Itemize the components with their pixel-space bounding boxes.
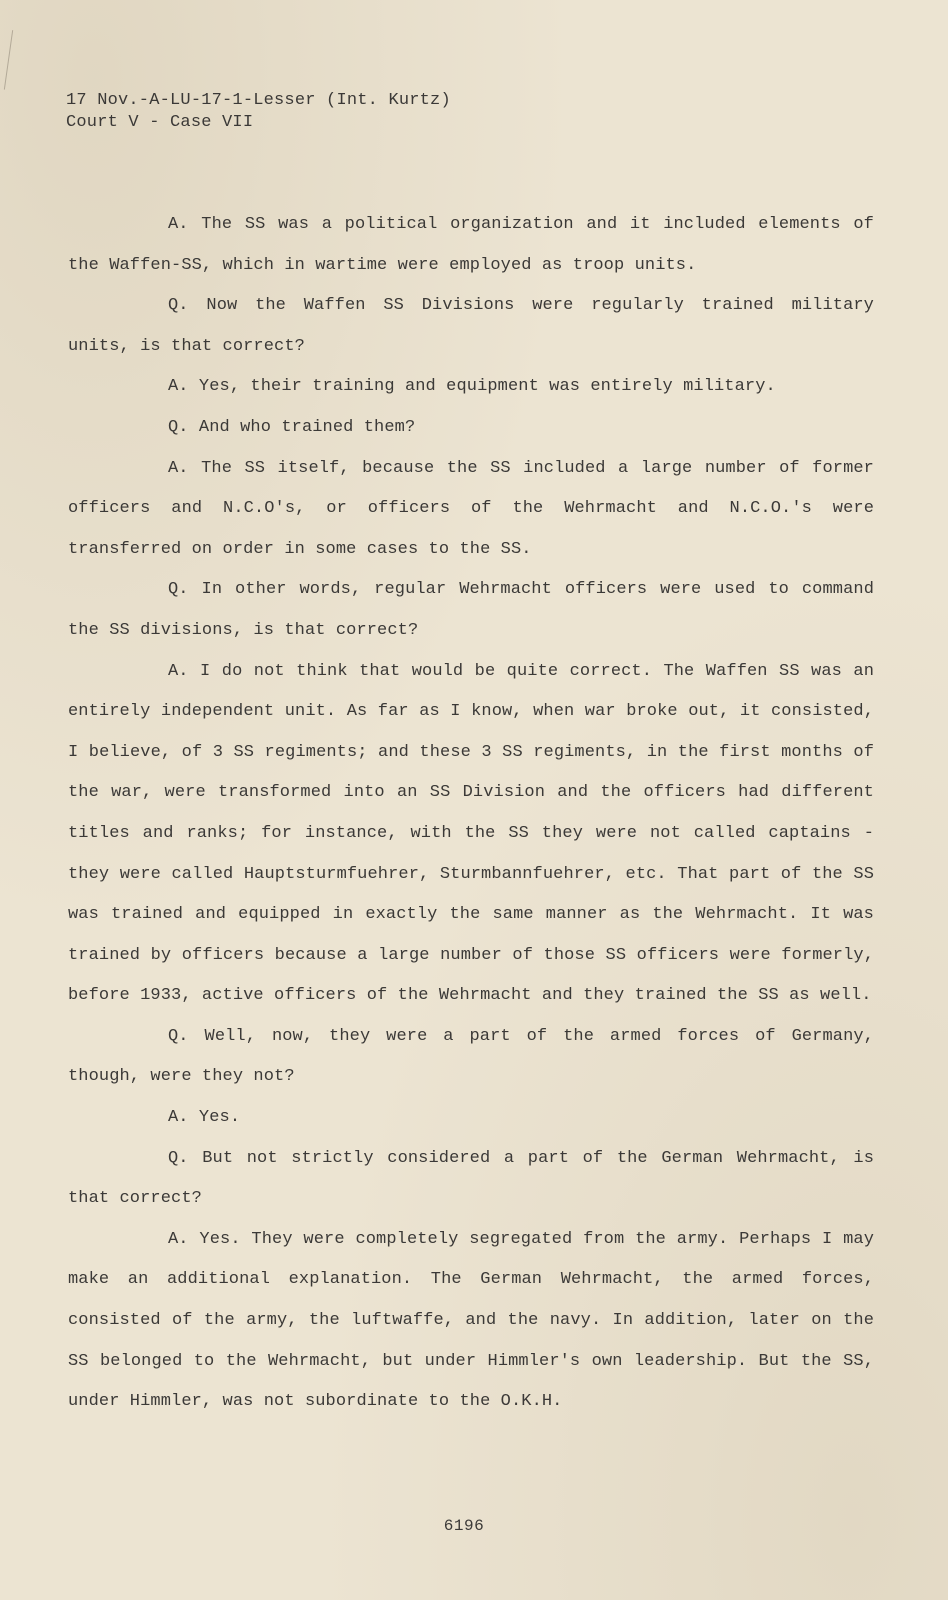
speaker-label: A. xyxy=(168,1229,189,1249)
paragraph-text: I do not think that would be quite correct. The Waffen SS was an entirely independent unit. As far as I know, when war broke out, it consisted, I believe, of 3 SS regiments; and these 3 SS regiments, in the first months of the war, were transformed into an SS Division and the officers had different titles and ranks; for instance, with the SS they were not called captains - they were called Hauptsturmfuehrer, Sturmbannfuehrer, etc. That part of the SS was trained and equipped in exactly the same manner as the Wehrmacht. It was trained by officers because a large number of those SS officers were formerly, before 1933, active officers of the Wehrmacht and they trained the SS as well. xyxy=(68,661,874,1006)
speaker-label: Q. xyxy=(168,417,189,437)
paragraph-text: But not strictly considered a part of the German Wehrmacht, is that correct? xyxy=(68,1148,874,1209)
paragraph-text: Well, now, they were a part of the armed forces of Germany, though, were they not? xyxy=(68,1026,874,1087)
page-number: 6196 xyxy=(443,1517,485,1535)
transcript-paragraph xyxy=(68,652,874,1017)
transcript-paragraph xyxy=(68,570,874,651)
paragraph-text: Yes. xyxy=(198,1108,241,1128)
transcript-paragraph xyxy=(68,1017,874,1098)
transcript-body xyxy=(68,205,874,1423)
speaker-label: Q. xyxy=(168,1026,189,1046)
speaker-label: A. xyxy=(168,377,189,397)
speaker-label: Q. xyxy=(168,580,189,600)
speaker-label: Q. xyxy=(168,1148,189,1168)
transcript-paragraph xyxy=(68,205,874,286)
transcript-paragraph xyxy=(68,1139,874,1220)
paragraph-text: And who trained them? xyxy=(198,417,416,437)
speaker-label: A. xyxy=(168,661,189,681)
paragraph-text: The SS was a political organization and it included elements of the Waffen-SS, which in wartime were employed as troop units. xyxy=(68,215,874,275)
header-line-1: 17 Nov.-A-LU-17-1-Lesser (Int. Kurtz) xyxy=(66,91,451,110)
transcript-paragraph xyxy=(68,367,874,408)
speaker-label: A. xyxy=(168,1108,189,1128)
paragraph-text: Now the Waffen SS Divisions were regularly trained military units, is that correct? xyxy=(68,296,874,356)
transcript-paragraph xyxy=(68,286,874,367)
speaker-label: A. xyxy=(168,215,189,234)
paragraph-text: Yes, their training and equipment was entirely military. xyxy=(198,377,776,397)
page-edge-mark xyxy=(4,30,15,90)
paragraph-text: Yes. They were completely segregated from the army. Perhaps I may make an additional explanation. The German Wehrmacht, the armed forces, consisted of the army, the luftwaffe, and the navy. In addition, later on the SS belonged to the Wehrmacht, but under Himmler's own leadership. But the SS, under Himmler, was not subordinate to the O.K.H. xyxy=(68,1229,875,1412)
transcript-paragraph xyxy=(68,408,874,449)
speaker-label: Q. xyxy=(168,296,189,316)
transcript-paragraph xyxy=(68,1220,874,1423)
paragraph-text: In other words, regular Wehrmacht officers were used to command the SS divisions, is that correct? xyxy=(68,580,874,640)
paragraph-text: The SS itself, because the SS included a large number of former officers and N.C.O's, or officers of the Wehrmacht and N.C.O.'s were transferred on order in some cases to the SS. xyxy=(68,458,874,559)
document-header xyxy=(66,90,451,134)
speaker-label: A. xyxy=(168,458,189,478)
header-line-2: Court V - Case VII xyxy=(66,113,254,132)
transcript-paragraph xyxy=(68,1098,874,1139)
transcript-paragraph xyxy=(68,449,874,571)
